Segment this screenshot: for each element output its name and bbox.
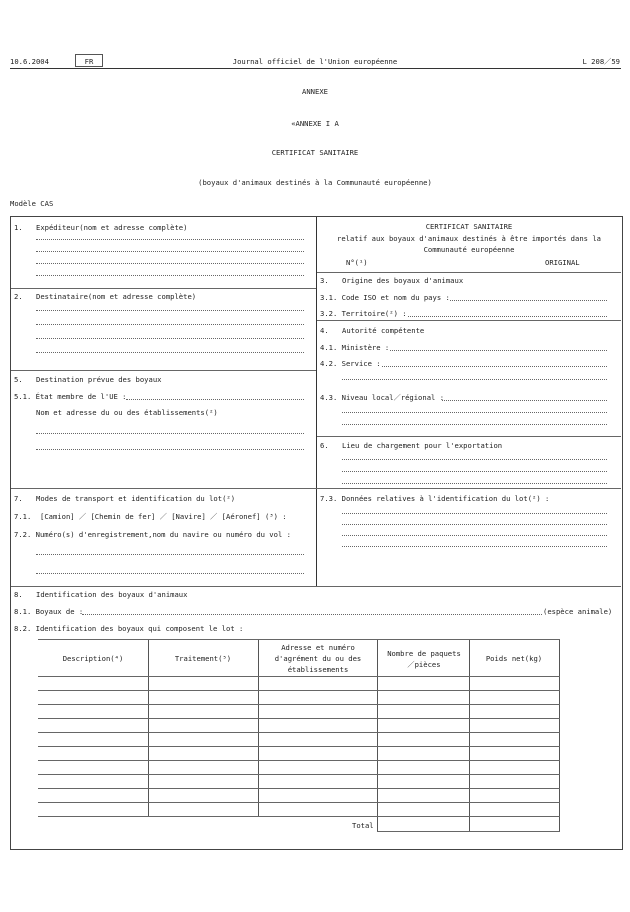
s42-field-extra[interactable]	[342, 379, 607, 380]
s2-line[interactable]	[36, 352, 304, 353]
s8-num: 8.	[14, 590, 23, 599]
s41-field[interactable]	[390, 350, 607, 351]
table-col-line	[469, 639, 470, 832]
table-row-line	[38, 732, 560, 733]
title-annexe: ANNEXE	[302, 87, 328, 96]
title-annexe-ia: «ANNEXE I A	[291, 119, 339, 128]
s43-field-extra[interactable]	[342, 424, 607, 425]
header-date: 10.6.2004	[10, 57, 49, 66]
s2-num: 2.	[14, 292, 23, 301]
s3-num: 3.	[320, 276, 329, 285]
table-col-line	[559, 639, 560, 832]
table-row-line	[38, 746, 560, 747]
s81-label: 8.1. Boyaux de :	[14, 607, 84, 616]
model-label: Modèle CAS	[10, 199, 54, 208]
table-row-line	[38, 718, 560, 719]
s6-line[interactable]	[342, 459, 607, 460]
s1-line[interactable]	[36, 275, 304, 276]
s73-line[interactable]	[342, 546, 607, 547]
s6-label: Lieu de chargement pour l'exportation	[342, 441, 503, 450]
table-row-line	[38, 639, 560, 640]
s1-line[interactable]	[36, 239, 304, 240]
table-col-line	[148, 639, 149, 817]
s51-label: 5.1. État membre de l'UE :	[14, 392, 127, 401]
s31-label: 3.1. Code ISO et nom du pays :	[320, 293, 450, 302]
cert-numero: N°(¹)	[346, 258, 368, 267]
header-rule	[10, 68, 621, 69]
s5-addr-label: Nom et adresse du ou des établissements(²)	[36, 408, 218, 417]
s81-field[interactable]	[82, 614, 542, 615]
cert-line3: Communauté européenne	[423, 245, 515, 254]
sep-full-1	[11, 488, 621, 489]
title-subtitle: (boyaux d'animaux destinés à la Communauté européenne)	[198, 178, 432, 187]
s5-addr-line[interactable]	[36, 449, 304, 450]
s42-field[interactable]	[382, 366, 607, 367]
cert-line2: relatif aux boyaux d'animaux destinés à être importés dans la	[337, 234, 601, 243]
s72-line[interactable]	[36, 554, 304, 555]
s2-label: Destinataire(nom et adresse complète)	[36, 292, 197, 301]
table-header-poids: Poids net(kg)	[485, 654, 543, 663]
table-header-nombre: Nombre de paquets／pièces	[387, 649, 461, 669]
table-row-line	[38, 676, 560, 677]
s5-addr-line[interactable]	[36, 433, 304, 434]
header-journal: Journal officiel de l'Union européenne	[232, 57, 398, 66]
s81-espece: (espèce animale)	[543, 607, 613, 616]
s8-label: Identification des boyaux d'animaux	[36, 590, 188, 599]
s73-line[interactable]	[342, 535, 607, 536]
table-header-description: Description(⁴)	[62, 654, 124, 663]
s31-field[interactable]	[450, 300, 607, 301]
table-total-line	[377, 831, 560, 832]
s41-label: 4.1. Ministère :	[320, 343, 390, 352]
s71-num: 7.1.	[14, 512, 32, 521]
table-row-line	[38, 704, 560, 705]
table-row-line	[38, 690, 560, 691]
s2-line[interactable]	[36, 338, 304, 339]
s43-field-extra[interactable]	[342, 412, 607, 413]
s6-line[interactable]	[342, 471, 607, 472]
sep-right-2	[317, 320, 621, 321]
header-page-ref: L 208／59	[582, 57, 620, 66]
title-certificat: CERTIFICAT SANITAIRE	[271, 148, 359, 157]
table-col-line	[377, 639, 378, 832]
s73-line[interactable]	[342, 513, 607, 514]
table-header-traitement: Traitement(⁵)	[174, 654, 232, 663]
table-col-line	[258, 639, 259, 817]
sep-full-2	[11, 586, 621, 587]
s43-field[interactable]	[442, 400, 607, 401]
s1-line[interactable]	[36, 263, 304, 264]
s6-num: 6.	[320, 441, 329, 450]
cert-original: ORIGINAL	[545, 258, 580, 267]
sep-right-3	[317, 436, 621, 437]
table-total-label: Total	[352, 821, 374, 830]
s1-num: 1.	[14, 223, 23, 232]
sep-left-1	[11, 288, 316, 289]
s7-label: Modes de transport et identification du lot(²)	[36, 494, 236, 503]
s43-label: 4.3. Niveau local／régional :	[320, 393, 445, 402]
s3-label: Origine des boyaux d'animaux	[342, 276, 464, 285]
s73-label: 7.3. Données relatives à l'identification du lot(²) :	[320, 494, 550, 503]
s7-num: 7.	[14, 494, 23, 503]
s72-line[interactable]	[36, 573, 304, 574]
s71-label: [Camion] ／ [Chemin de fer] ／ [Navire] ／ [Aéronef] (³) :	[40, 512, 287, 521]
table-row-line	[38, 788, 560, 789]
sep-right-1	[317, 272, 621, 273]
s4-num: 4.	[320, 326, 329, 335]
s72-label: 7.2. Numéro(s) d'enregistrement,nom du navire ou numéro du vol :	[14, 530, 291, 539]
table-row-line	[38, 802, 560, 803]
s32-label: 3.2. Territoire(²) :	[320, 309, 407, 318]
s6-line[interactable]	[342, 483, 607, 484]
s42-label: 4.2. Service :	[320, 359, 381, 368]
s82-label: 8.2. Identification des boyaux qui composent le lot :	[14, 624, 244, 633]
table-header-adresse: Adresse et numéro d'agrément du ou des établissements	[274, 643, 362, 674]
s73-line[interactable]	[342, 524, 607, 525]
sep-left-2	[11, 370, 316, 371]
cert-line1: CERTIFICAT SANITAIRE	[425, 222, 513, 231]
s2-line[interactable]	[36, 310, 304, 311]
table-row-line	[38, 774, 560, 775]
s1-label: Expéditeur(nom et adresse complète)	[36, 223, 188, 232]
s5-num: 5.	[14, 375, 23, 384]
s4-label: Autorité compétente	[342, 326, 425, 335]
s2-line[interactable]	[36, 324, 304, 325]
s5-label: Destination prévue des boyaux	[36, 375, 162, 384]
s51-field[interactable]	[126, 399, 304, 400]
s1-line[interactable]	[36, 251, 304, 252]
table-row-line	[38, 760, 560, 761]
header-lang: FR	[84, 57, 94, 66]
s32-field[interactable]	[408, 316, 607, 317]
table-row-line	[38, 816, 560, 817]
